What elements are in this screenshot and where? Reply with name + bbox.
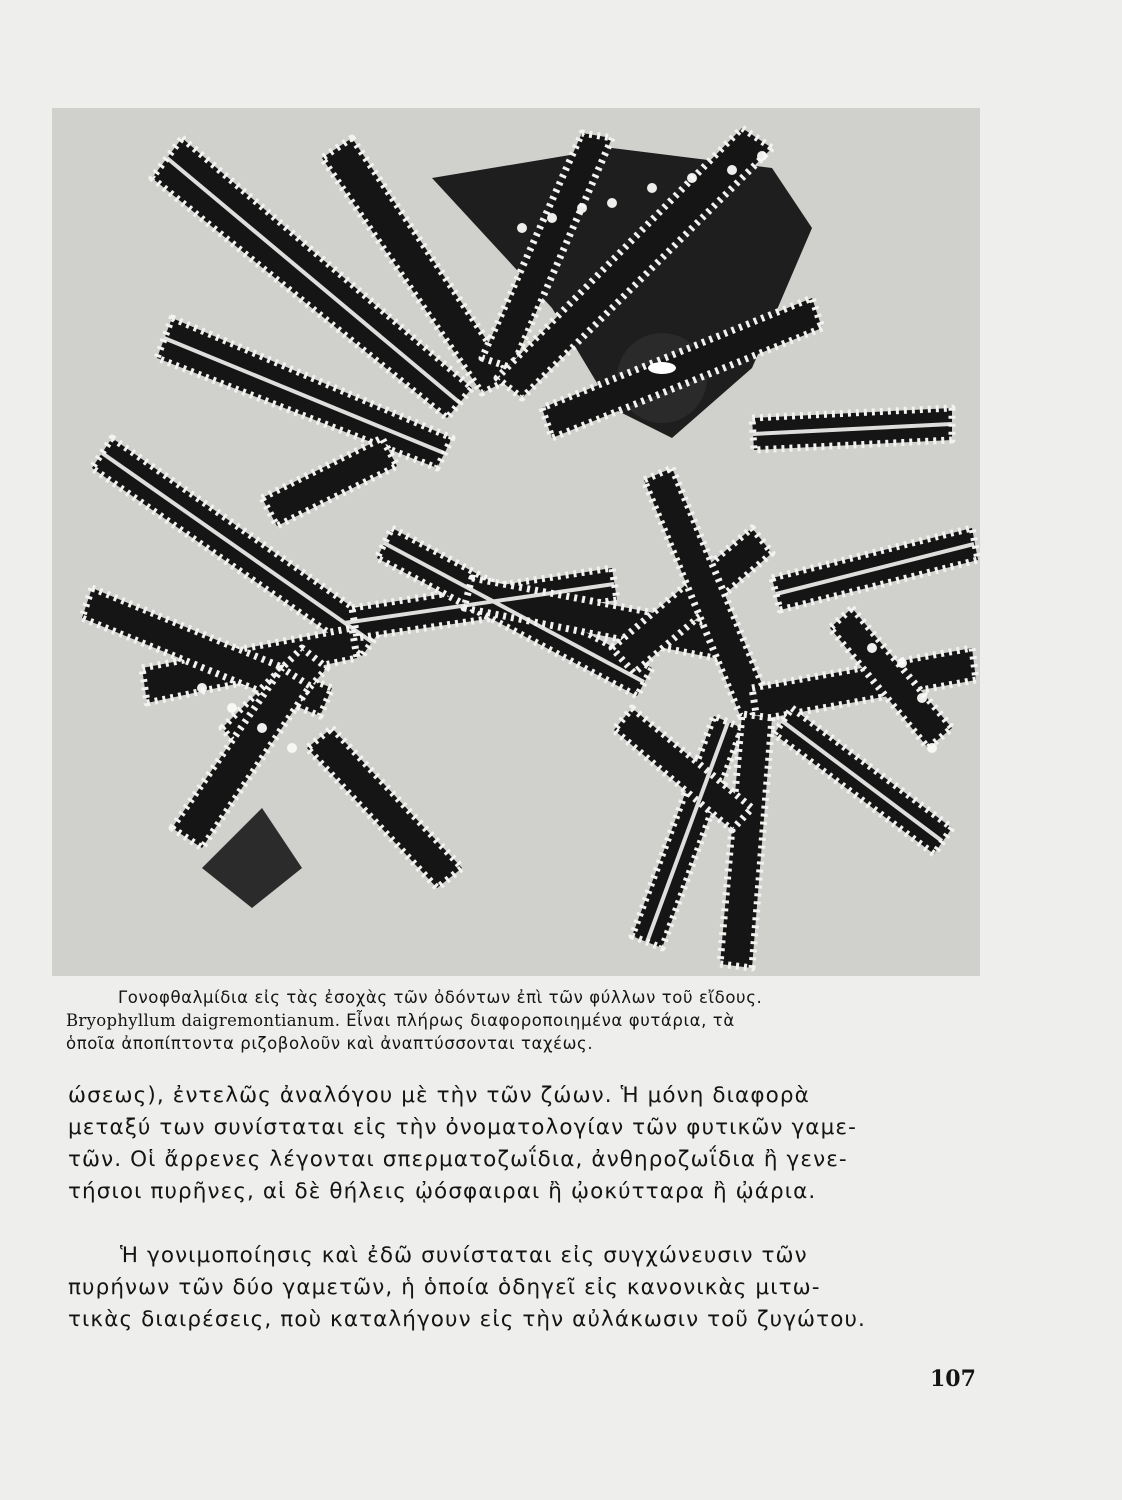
caption-line-2 xyxy=(66,1009,978,1032)
paragraph-2-line: Ἡ γονιμοποίησις καὶ ἐδῶ συνίσταται εἰς συγχώνευσιν τῶν xyxy=(120,1243,808,1268)
paragraph-1-line: τήσιοι πυρῆνες, αἱ δὲ θήλεις ᾠόσφαιραι ἢ ᾠοκύτταρα ἢ ᾠάρια. xyxy=(68,1179,817,1204)
caption-line-1: Γονοφθαλμίδια εἰς τὰς ἐσοχὰς τῶν ὀδόντων ἐπὶ τῶν φύλλων τοῦ εἴδους. xyxy=(118,988,763,1007)
paragraph-1-line: τῶν. Οἱ ἄρρενες λέγονται σπερματοζωΐδια, ἀνθηροζωΐδια ἢ γενε- xyxy=(68,1147,848,1172)
plant-photograph xyxy=(52,108,980,976)
paragraph-1-line: μεταξύ των συνίσταται εἰς τὴν ὀνοματολογίαν τῶν φυτικῶν γαμε- xyxy=(68,1115,857,1140)
figure-caption xyxy=(66,986,978,1055)
caption-species-name: Bryophyllum daigremontianum. xyxy=(66,1011,341,1030)
paragraph-1-line: ώσεως), ἐντελῶς ἀναλόγου μὲ τὴν τῶν ζώων. Ἡ μόνη διαφορὰ xyxy=(68,1083,810,1108)
caption-line-3: ὁποῖα ἀποπίπτοντα ριζοβολοῦν καὶ ἀναπτύσσονται ταχέως. xyxy=(66,1034,594,1053)
paragraph-1 xyxy=(68,1080,988,1208)
page-number: 107 xyxy=(930,1366,976,1392)
paragraph-2-line: πυρήνων τῶν δύο γαμετῶν, ἡ ὁποία ὁδηγεῖ εἰς κανονικὰς μιτω- xyxy=(68,1275,821,1300)
paragraph-2 xyxy=(68,1240,988,1336)
paragraph-2-line: τικὰς διαιρέσεις, ποὺ καταλήγουν εἰς τὴν αὐλάκωσιν τοῦ ζυγώτου. xyxy=(68,1307,866,1332)
caption-line-2-rest: Εἶναι πλήρως διαφοροποιημένα φυτάρια, τὰ xyxy=(340,1011,735,1030)
